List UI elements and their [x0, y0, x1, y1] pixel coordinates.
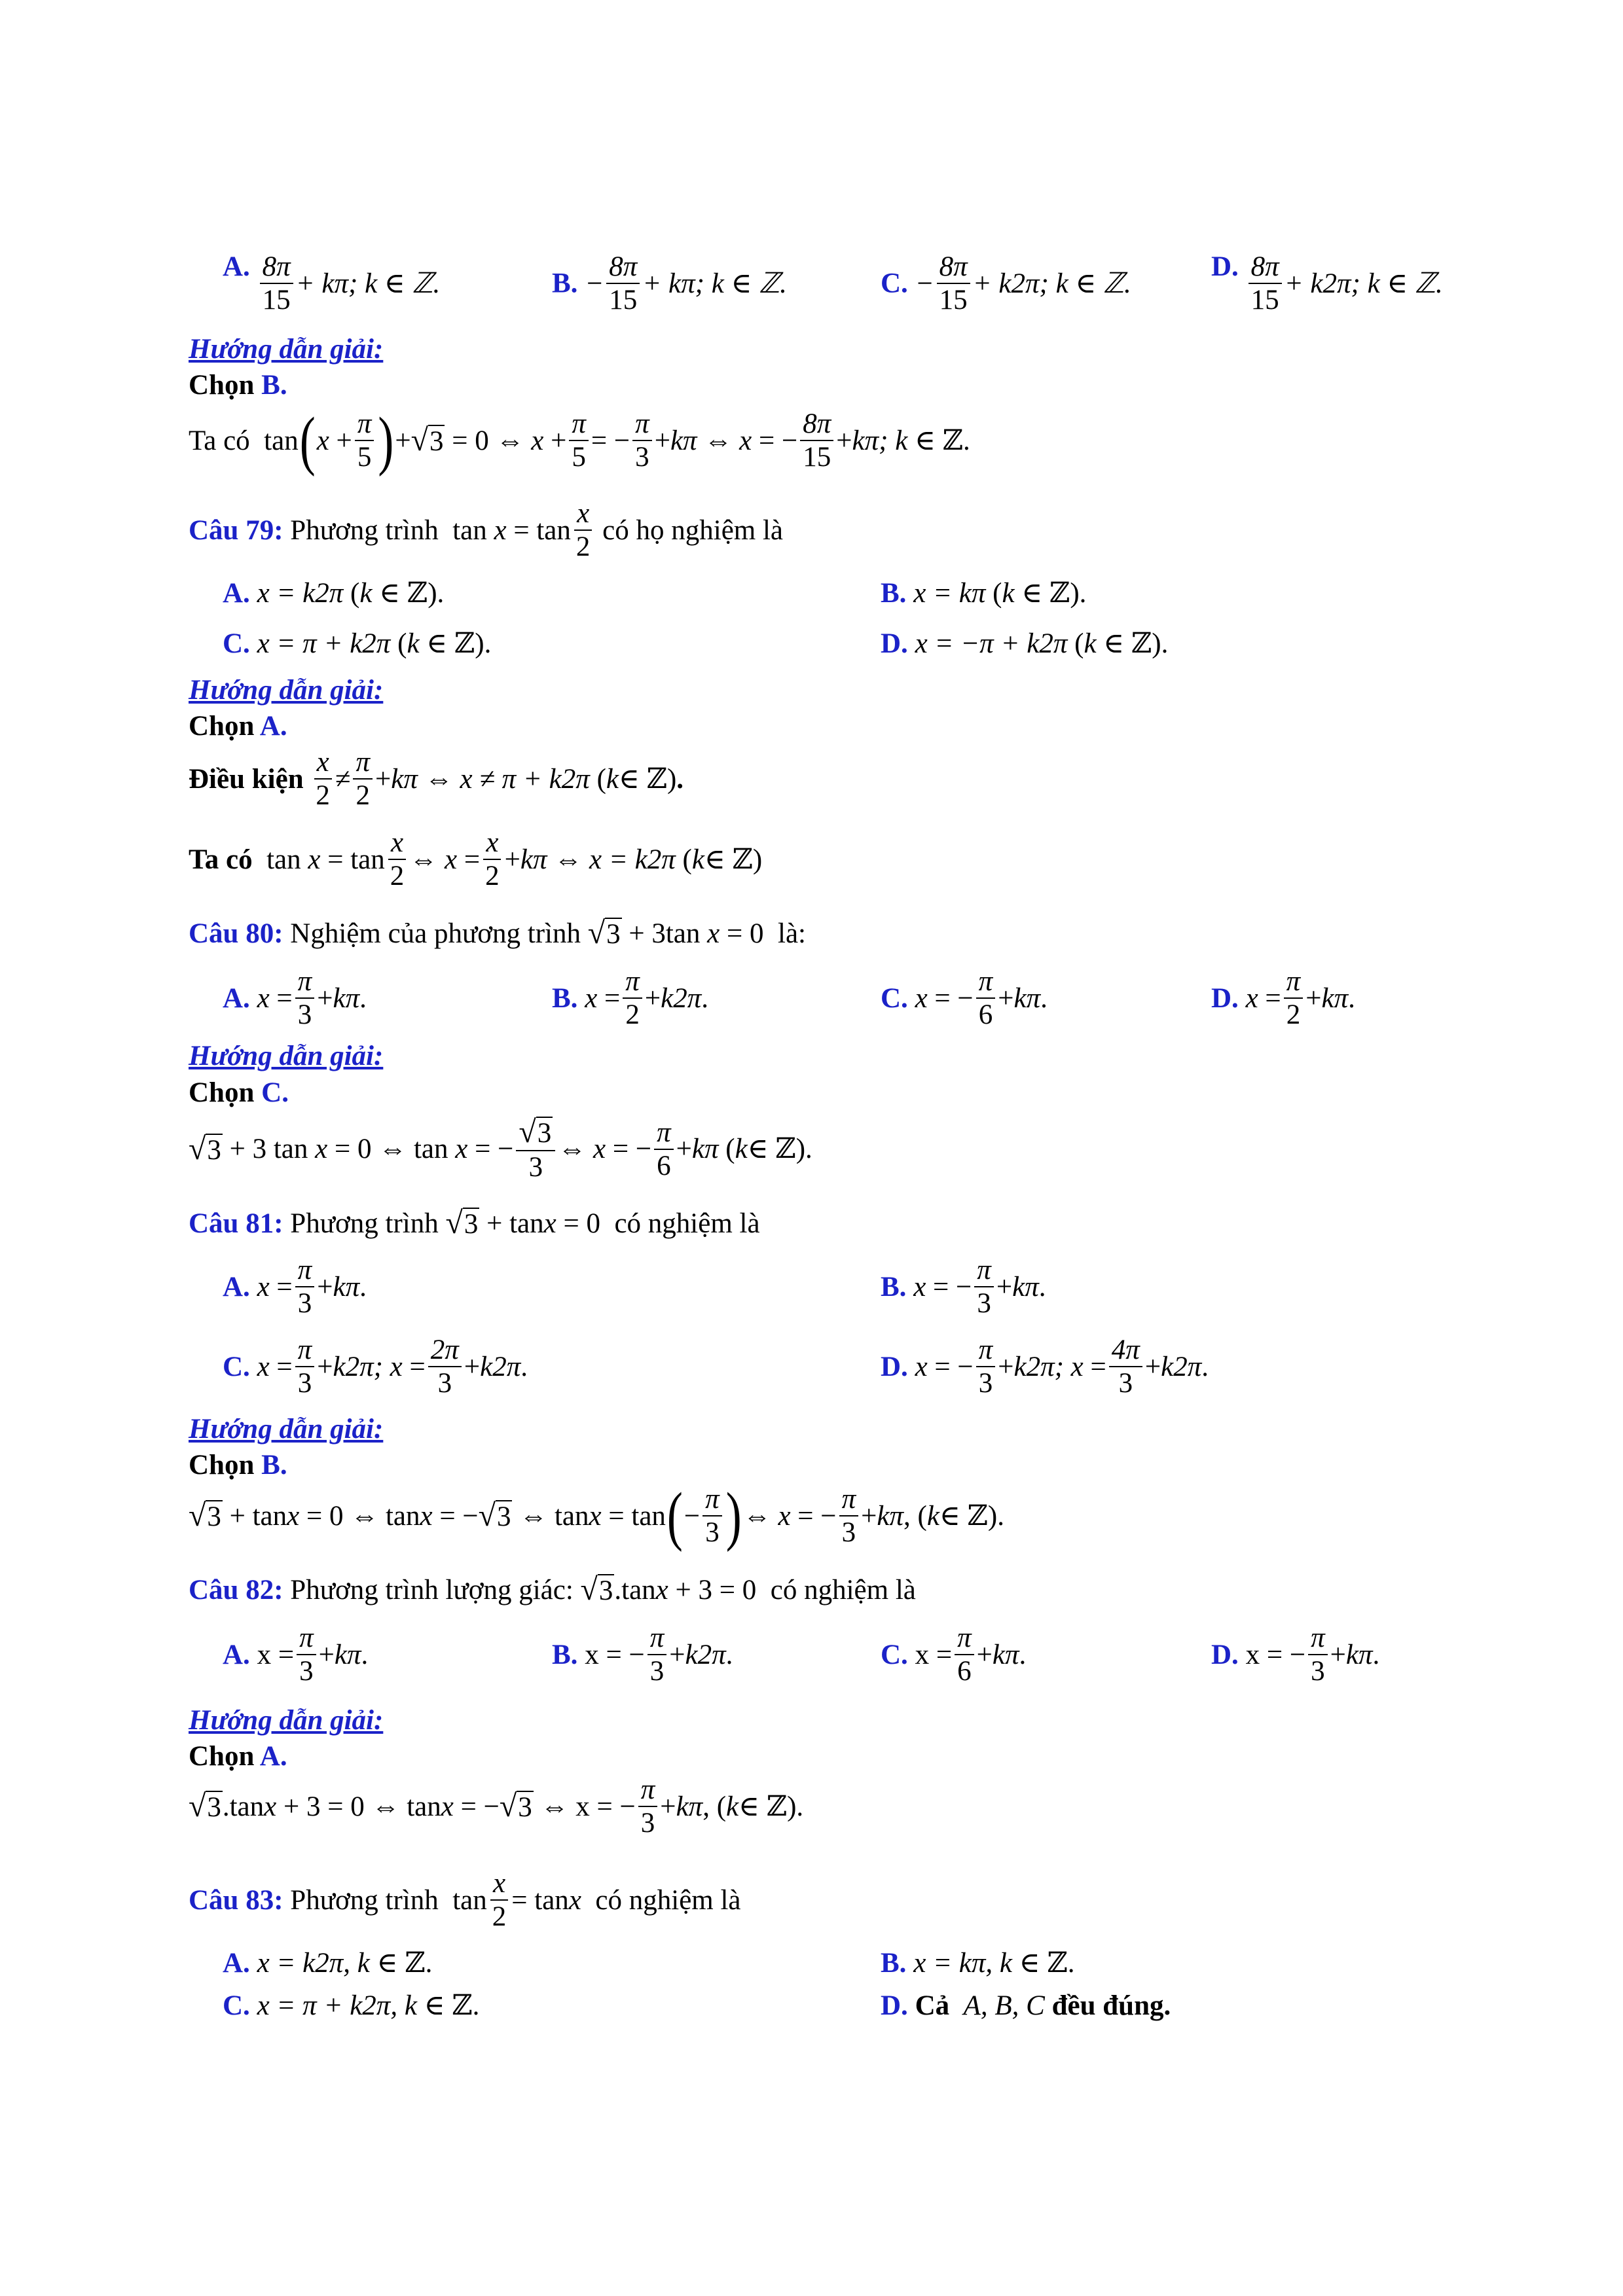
- q80-question: Câu 80: Nghiệm của phương trình √3 + 3tan x = 0 là:: [189, 916, 806, 950]
- q78-solution: Ta có tan ( x + $\frac{\pi}{5}$ ) + √3 = 0 ⇔ x + $\frac{\pi}{5}$ = − $\frac{\pi}{3}$ + kπ ⇔ x = − $\frac{8\pi}{15}$ + kπ; k ∈ ℤ.: [189, 404, 970, 478]
- q80-option-b: B. x = $\frac{\pi}{2}$ + k2π .: [552, 966, 708, 1031]
- q82-question: Câu 82: Phương trình lượng giác: √3 .tan x + 3 = 0 có nghiệm là: [189, 1572, 916, 1607]
- q81-solution: √3 + tan x = 0 ⇔ tan x = − √3 ⇔ tan x = tan ( − $\frac{\pi}{3}$ ) ⇔ x = − $\frac{\pi}{3}$ + kπ , ( k ∈ ℤ).: [189, 1479, 1004, 1553]
- q83-question: Câu 83: Phương trình tan $\frac{x}{2}$ = tan x có nghiệm là: [189, 1868, 741, 1933]
- q82-option-d: D. x = − $\frac{\pi}{3}$ + kπ .: [1211, 1623, 1380, 1687]
- q78-option-c: C. − $\frac{8\pi}{15}$ + k2π; k ∈ ℤ.: [881, 251, 1131, 316]
- q78-option-b: B. − $\frac{8\pi}{15}$ + kπ; k ∈ ℤ.: [552, 251, 787, 316]
- q83-option-b: B. x = kπ, k ∈ ℤ.: [881, 1948, 1075, 1979]
- q80-option-c: C. x = − $\frac{\pi}{6}$ + kπ .: [881, 966, 1048, 1031]
- q78-guide-heading: Hướng dẫn giải:: [189, 334, 384, 365]
- q79-option-c: C. x = π + k2π (k ∈ ℤ).: [223, 628, 492, 659]
- q79-option-d: D. x = −π + k2π (k ∈ ℤ).: [881, 628, 1169, 659]
- q79-guide-heading: Hướng dẫn giải:: [189, 675, 384, 706]
- q81-option-b: B. x = − $\frac{\pi}{3}$ + kπ .: [881, 1255, 1046, 1319]
- q81-guide-heading: Hướng dẫn giải:: [189, 1414, 384, 1444]
- q79-solution: Ta có tan x = tan $\frac{x}{2}$ ⇔ x = $\frac{x}{2}$ + kπ ⇔ x = k2π ( k ∈ ℤ): [189, 827, 763, 892]
- q79-option-b: B. x = kπ (k ∈ ℤ).: [881, 578, 1087, 609]
- q82-option-c: C. x = $\frac{\pi}{6}$ + kπ .: [881, 1623, 1027, 1687]
- q79-choice: Chọn A.: [189, 711, 287, 742]
- q79-question: Câu 79: Phương trình tan x = tan $\frac{x}{2}$ có họ nghiệm là: [189, 498, 784, 563]
- q80-option-a: A. x = $\frac{\pi}{3}$ + kπ .: [223, 966, 367, 1031]
- q82-choice: Chọn A.: [189, 1741, 287, 1772]
- q80-option-d: D. x = $\frac{\pi}{2}$ + kπ .: [1211, 966, 1355, 1031]
- q78-option-a-formula: $\frac{8\pi}{15}$ + kπ; k ∈ ℤ.: [257, 252, 441, 315]
- q79-condition: Điều kiện $\frac{x}{2}$ ≠ $\frac{\pi}{2}$ + kπ ⇔ x ≠ π + k2π ( k ∈ ℤ) .: [189, 747, 684, 812]
- q81-option-c: C. x = $\frac{\pi}{3}$ + k2π; x = $\frac{2\pi}{3}$ + k2π .: [223, 1335, 528, 1399]
- q83-option-a: A. x = k2π, k ∈ ℤ.: [223, 1948, 433, 1979]
- q78-choice: Chọn B.: [189, 370, 287, 401]
- q80-guide-heading: Hướng dẫn giải:: [189, 1041, 384, 1071]
- q81-question: Câu 81: Phương trình √3 + tan x = 0 có nghiệm là: [189, 1206, 760, 1240]
- q82-option-b: B. x = − $\frac{\pi}{3}$ + k2π .: [552, 1623, 733, 1687]
- q79-option-a: A. x = k2π (k ∈ ℤ).: [223, 578, 445, 609]
- q82-guide-heading: Hướng dẫn giải:: [189, 1705, 384, 1736]
- q78-option-d: D. $\frac{8\pi}{15}$ + k2π; k ∈ ℤ.: [1211, 251, 1443, 316]
- q81-option-a: A. x = $\frac{\pi}{3}$ + kπ .: [223, 1255, 367, 1319]
- q83-option-c: C. x = π + k2π, k ∈ ℤ.: [223, 1990, 480, 2021]
- q80-solution: √3 + 3 tan x = 0 ⇔ tan x = − $\frac{√3}{3}$ ⇔ x = − $\frac{\pi}{6}$ + kπ ( k ∈ ℤ).: [189, 1115, 812, 1183]
- q78-option-a: A. $\frac{8\pi}{15}$ + kπ; k ∈ ℤ.: [223, 251, 441, 316]
- q80-choice: Chọn C.: [189, 1077, 289, 1108]
- q81-choice: Chọn B.: [189, 1450, 287, 1480]
- q83-option-d: D. Cả A, B, C đều đúng.: [881, 1990, 1171, 2021]
- q82-solution: √3 .tan x + 3 = 0 ⇔ tan x = − √3 ⇔ x = − $\frac{\pi}{3}$ + kπ , ( k ∈ ℤ).: [189, 1774, 804, 1839]
- q81-option-d: D. x = − $\frac{\pi}{3}$ + k2π; x = $\frac{4\pi}{3}$ + k2π .: [881, 1335, 1209, 1399]
- q82-option-a: A. x = $\frac{\pi}{3}$ + kπ .: [223, 1623, 369, 1687]
